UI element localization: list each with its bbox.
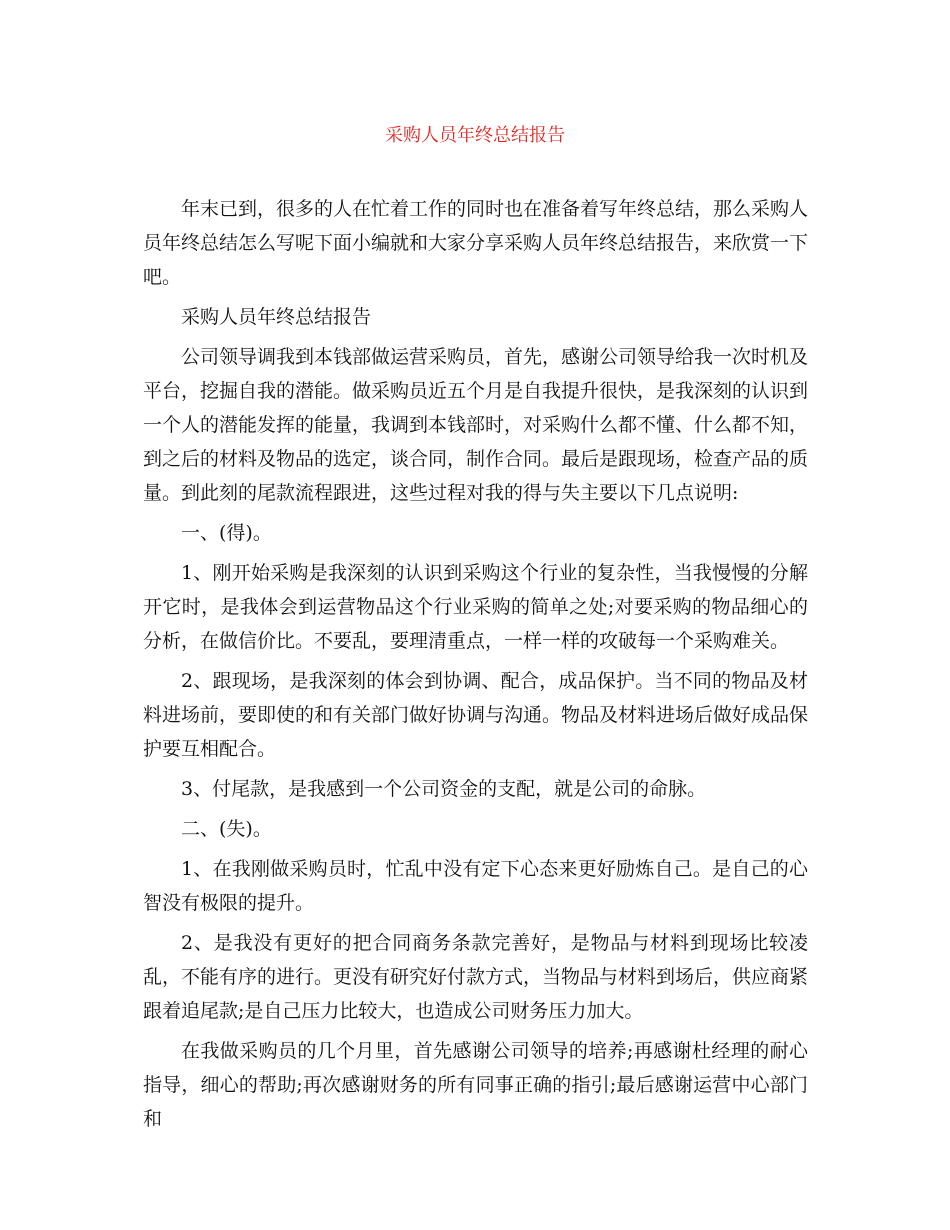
section-heading-gains: 一、(得)。 [181, 522, 272, 544]
paragraph-loss-1: 1、在我刚做采购员时，忙乱中没有定下心态来更好励炼自己。是自己的心智没有极限的提升。 [143, 858, 808, 914]
paragraph-thanks: 在我做采购员的几个月里，首先感谢公司领导的培养;再感谢杜经理的耐心指导，细心的帮助;再次感谢财务的所有同事正确的指引;最后感谢运营中心部门和 [143, 1040, 808, 1130]
paragraph-gain-3: 3、付尾款，是我感到一个公司资金的支配，就是公司的命脉。 [181, 778, 707, 800]
paragraph-intro: 年末已到，很多的人在忙着工作的同时也在准备着写年终总结，那么采购人员年终总结怎么写呢下面小编就和大家分享采购人员年终总结报告，来欣赏一下吧。 [143, 198, 809, 288]
paragraph-opening: 公司领导调我到本钱部做运营采购员，首先，感谢公司领导给我一次时机及平台，挖掘自我的潜能。做采购员近五个月是自我提升很快，是我深刻的认识到一个人的潜能发挥的能量，我调到本钱部时，对采购什么都不懂、什么都不知，到之后的材料及物品的选定，谈合同，制作合同。最后是跟现场，检查产品的质量。到此刻的尾款流程跟进，这些过程对我的得与失主要以下几点说明: [143, 346, 809, 504]
paragraph-subtitle: 采购人员年终总结报告 [181, 306, 372, 328]
paragraph-gain-2: 2、跟现场，是我深刻的体会到协调、配合，成品保护。当不同的物品及材料进场前，要即使的和有关部门做好协调与沟通。物品及材料进场后做好成品保护要互相配合。 [143, 670, 809, 760]
document-body [143, 192, 808, 1142]
paragraph-gain-1: 1、刚开始采购是我深刻的认识到采购这个行业的复杂性，当我慢慢的分解开它时，是我体会到运营物品这个行业采购的简单之处;对要采购的物品细心的分析，在做信价比。不要乱，要理清重点，一样一样的攻破每一个采购难关。 [143, 562, 808, 652]
section-heading-losses: 二、(失)。 [181, 818, 272, 840]
document-title: 采购人员年终总结报告 [385, 125, 565, 146]
paragraph-loss-2: 2、是我没有更好的把合同商务条款完善好，是物品与材料到现场比较凌乱，不能有序的进行。更没有研究好付款方式，当物品与材料到场后，供应商紧跟着追尾款;是自己压力比较大，也造成公司财务压力加大。 [143, 932, 809, 1022]
